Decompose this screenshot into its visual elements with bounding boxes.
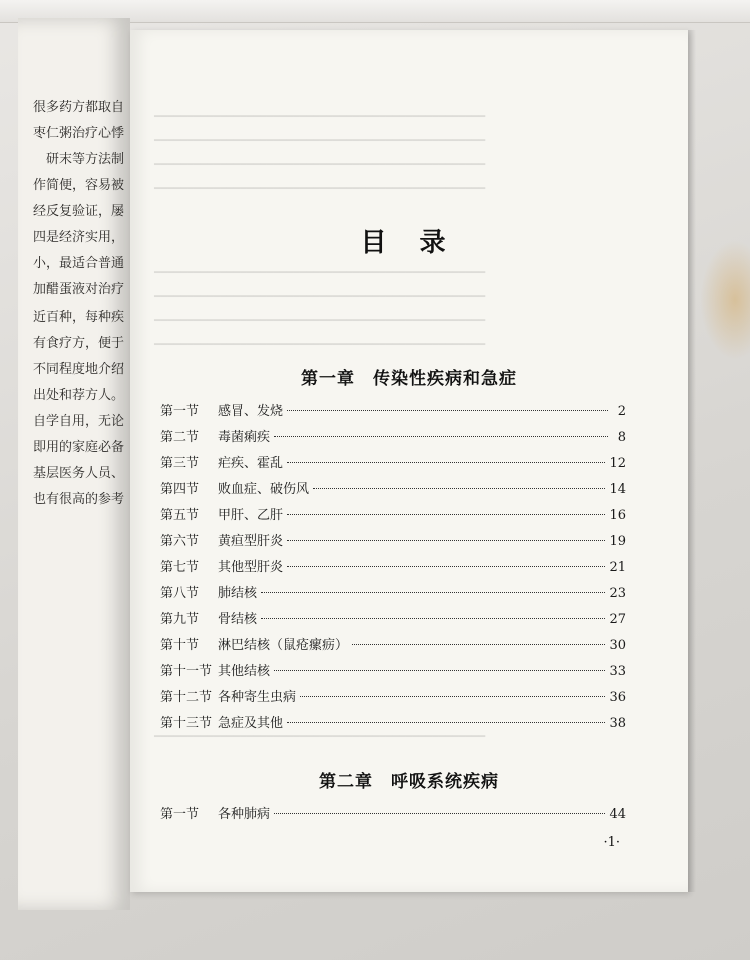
toc-entry xyxy=(160,504,626,526)
leader-dots xyxy=(313,488,605,489)
page-number: 30 xyxy=(609,638,626,653)
section-title: 感冒、发烧 xyxy=(218,404,284,419)
left-page-line: 小，最适合普通 xyxy=(32,256,124,271)
section-title: 其他结核 xyxy=(218,664,271,679)
toc-entry xyxy=(160,556,626,578)
section-number: 第八节 xyxy=(160,586,200,601)
section-title: 毒菌痢疾 xyxy=(218,430,271,445)
page-number: 44 xyxy=(609,807,626,822)
toc-entry xyxy=(160,426,626,448)
page-folio: ·1· xyxy=(603,835,620,850)
left-page-line: 不同程度地介绍 xyxy=(32,362,124,377)
toc-entry xyxy=(160,478,626,500)
page-number: 36 xyxy=(609,690,626,705)
page-number: 19 xyxy=(609,534,626,549)
left-page-line: 基层医务人员、 xyxy=(32,466,124,481)
section-number: 第六节 xyxy=(160,534,200,549)
section-title: 其他型肝炎 xyxy=(218,560,284,575)
leader-dots xyxy=(287,410,608,411)
page-edge-shadow xyxy=(688,30,696,892)
page-number: 33 xyxy=(609,664,626,679)
toc-entry xyxy=(160,582,626,604)
toc-entry xyxy=(160,452,626,474)
toc-entry xyxy=(160,608,626,630)
left-page-line: 枣仁粥治疗心悸 xyxy=(32,126,124,141)
leader-dots xyxy=(274,813,605,814)
page-number: 14 xyxy=(609,482,626,497)
toc-entry xyxy=(160,660,626,682)
leader-dots xyxy=(261,618,605,619)
section-number: 第七节 xyxy=(160,560,200,575)
section-title: 各种肺病 xyxy=(218,807,271,822)
left-page-line: 研末等方法制 xyxy=(45,152,124,167)
left-page-line: 加醋蛋液对治疗 xyxy=(32,282,124,297)
show-through-text: ━━━━━━━━━━━━━━━━━━━━━━━━━━━━━━━━━━━━━━━━━━━━━━━━━━ ━━━━━━━━━━━━━━━━━━━━━━━━━━━━━━━━━━━━━━━━━━━━━━━━━━ ━━━━━━━━━━━━━━━━━━━━━━━━━━━━━━━━━━━━━━━━━━━━━━━━━━ ━━━━━━━━━━━━━━━━━━━━━━━━━━━━━━━━━━━━━━━━━━━━━━━━━━ ━━━━━━━━━━━━━━━━━━━━━━━━━━━━━━━━━━━━━━━━━━━━━━━━━━ ━━━━━━━━━━━━━━━━━━━━━━━━━━━━━━━━━━━━━━━━━━━━━━━━━━ ━━━━━━━━━━━━━━━━━━━━━━━━━━━━━━━━━━━━━━━━━━━━━━━━━━ ━━━━━━━━━━━━━━━━━━━━━━━━━━━━━━━━━━━━━━━━━━━━━━━━━━ ━━━━━━━━━━━━━━━━━━━━━━━━━━━━━━━━━━━━━━━━━━━━━━━━━━ xyxy=(154,110,486,743)
section-number: 第五节 xyxy=(160,508,200,523)
chapter-heading: 第一章 传染性疾病和急症 xyxy=(301,369,517,389)
left-page xyxy=(18,18,130,910)
toc-entry xyxy=(160,712,626,734)
section-number: 第四节 xyxy=(160,482,200,497)
page-number: 27 xyxy=(609,612,626,627)
section-number: 第二节 xyxy=(160,430,200,445)
section-title: 败血症、破伤风 xyxy=(218,482,310,497)
toc-title: 目 录 xyxy=(360,228,458,258)
leader-dots xyxy=(352,644,605,645)
page-number: 21 xyxy=(609,560,626,575)
left-page-line: 也有很高的参考 xyxy=(32,492,124,507)
leader-dots xyxy=(274,670,605,671)
section-title: 淋巴结核（鼠疮瘰疬） xyxy=(218,638,349,653)
toc-page xyxy=(130,30,688,892)
section-title: 骨结核 xyxy=(218,612,258,627)
section-title: 急症及其他 xyxy=(218,716,284,731)
leader-dots xyxy=(287,540,605,541)
page-number: 12 xyxy=(609,456,626,471)
section-number: 第十二节 xyxy=(160,690,213,705)
left-page-line: 即用的家庭必备 xyxy=(32,440,124,455)
left-page-line: 四是经济实用， xyxy=(32,230,124,245)
page-number: 23 xyxy=(609,586,626,601)
chapter-heading: 第二章 呼吸系统疾病 xyxy=(319,772,499,792)
section-number: 第三节 xyxy=(160,456,200,471)
leader-dots xyxy=(287,462,605,463)
leader-dots xyxy=(287,514,605,515)
section-title: 疟疾、霍乱 xyxy=(218,456,284,471)
section-number: 第一节 xyxy=(160,807,200,822)
toc-entry xyxy=(160,400,626,422)
leader-dots xyxy=(287,722,605,723)
section-title: 甲肝、乙肝 xyxy=(218,508,284,523)
section-number: 第九节 xyxy=(160,612,200,627)
left-page-line: 有食疗方，便于 xyxy=(32,336,124,351)
leader-dots xyxy=(287,566,605,567)
page-number: 2 xyxy=(617,404,626,419)
section-title: 肺结核 xyxy=(218,586,258,601)
section-title: 各种寄生虫病 xyxy=(218,690,297,705)
section-number: 第十一节 xyxy=(160,664,213,679)
section-number: 第十三节 xyxy=(160,716,213,731)
section-number: 第一节 xyxy=(160,404,200,419)
page-number: 8 xyxy=(617,430,626,445)
toc-entry xyxy=(160,634,626,656)
dried-flower-decoration xyxy=(700,240,750,360)
leader-dots xyxy=(261,592,605,593)
left-page-line: 经反复验证，屡 xyxy=(32,204,124,219)
left-page-line: 出处和荐方人。 xyxy=(32,388,124,403)
left-page-line: 作简便，容易被 xyxy=(32,178,124,193)
section-title: 黄疸型肝炎 xyxy=(218,534,284,549)
leader-dots xyxy=(274,436,608,437)
left-page-line: 自学自用，无论 xyxy=(32,414,124,429)
left-page-line: 近百种，每种疾 xyxy=(32,310,124,325)
toc-entry xyxy=(160,530,626,552)
page-number: 16 xyxy=(609,508,626,523)
page-number: 38 xyxy=(609,716,626,731)
toc-entry xyxy=(160,686,626,708)
toc-entry xyxy=(160,803,626,825)
section-number: 第十节 xyxy=(160,638,200,653)
left-page-line: 很多药方都取自 xyxy=(32,100,124,115)
leader-dots xyxy=(300,696,605,697)
